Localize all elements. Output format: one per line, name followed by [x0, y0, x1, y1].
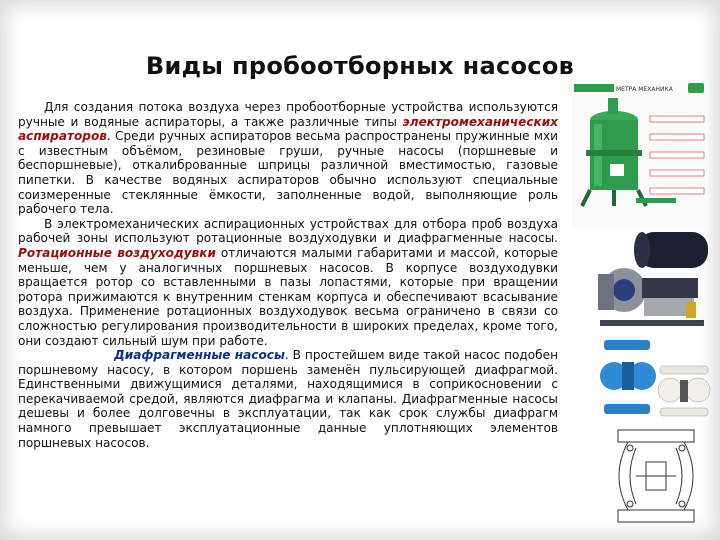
- paragraph-1-start: Для создания потока воздуха через пробоотборные устройства используются ручные и водяные аспираторы, а также различные типы: [18, 100, 558, 129]
- blue-pump-manifold-bottom: [604, 404, 650, 414]
- diaphragm-pumps-drawing: [598, 336, 714, 424]
- drive-shaft: [642, 278, 698, 298]
- white-pump-center: [680, 380, 688, 402]
- term-electromechanical-aspirators: электромеханических аспираторов: [18, 114, 558, 144]
- fitting: [686, 302, 696, 318]
- motor-end: [634, 232, 650, 268]
- brand-badge: [688, 83, 704, 93]
- paragraph-1: [18, 100, 558, 217]
- term-diaphragm-pumps: Диафрагменные насосы: [114, 348, 285, 363]
- paragraph-3-end: . В простейшем виде такой насос подобен поршневому насосу, в котором поршень заменён пульсирующей диафрагмой. Единственными движущимися деталями, находящимися в соприкосновении с перекачиваемой средой, являются диафрагма и клапаны. Диафрагменные насосы дешевы и более долговечны в эксплуатации, так как срок службы диафрагм намного превышает эксплуатационные данные уплотняющих элементов поршневых насосов.: [18, 348, 558, 450]
- white-pump-chamber-left: [658, 378, 682, 402]
- slide-title: Виды пробоотборных насосов: [145, 52, 575, 80]
- tank-pipe: [608, 98, 618, 114]
- rotary-blower-drawing: [588, 228, 712, 338]
- blower-rotor: [613, 279, 635, 301]
- slide-body: [18, 100, 558, 450]
- blue-pump-center: [622, 362, 634, 390]
- paragraph-3: [18, 348, 558, 450]
- water-aspirator-drawing: [572, 80, 708, 230]
- tank-flange: [586, 150, 642, 156]
- blower-inlet: [598, 274, 614, 310]
- paragraph-2: [18, 217, 558, 348]
- image-diaphragm-pumps: [598, 336, 714, 424]
- base-plate: [600, 320, 704, 326]
- paragraph-1-end: . Среди ручных аспираторов весьма распространены пружинные мхи с известным объёмом, резиновые груши, ручные насосы (поршневые и беспоршневые), откалиброванные шприцы различной вместимостью, газовые пипетки. В качестве водяных аспираторов обычно используют специальные соизмеренные стеклянные ёмкости, заполненные водой, выполняющие роль рабочего тела.: [18, 129, 558, 217]
- blue-pump-manifold-top: [604, 340, 650, 350]
- white-pump-bottom: [660, 408, 708, 416]
- outlet-pipe: [636, 198, 676, 203]
- term-rotary-blowers: Ротационные воздуходувки: [18, 245, 216, 260]
- callout-boxes: [650, 116, 704, 194]
- tank-label: [610, 164, 624, 176]
- white-pump-chamber-right: [686, 378, 710, 402]
- image-water-aspirator: [572, 80, 708, 230]
- pump-schematic-drawing: [600, 424, 712, 528]
- brand-logo: [574, 84, 614, 92]
- image-pump-schematic: [600, 424, 712, 528]
- white-pump-top: [660, 366, 708, 374]
- image-rotary-blower: [588, 228, 712, 338]
- brand-text: МЕТРА МЕХАНИКА: [616, 86, 673, 93]
- paragraph-2-end: отличаются малыми габаритами и массой, которые меньше, чем у аналогичных поршневых насосов. В корпусе воздуходувки вращается ротор со вставленными в пазы лопастями, которые при вращении ротора прижимаются к внутренним стенкам корпуса и обеспечивают всасывание воздуха. Применение ротационных воздуходувок весьма ограничено в связи со сложностью регулирования производительности в широких пределах, кроме того, они создают сильный шум при работе.: [18, 245, 558, 348]
- paragraph-2-start: В электромеханических аспирационных устройствах для отбора проб воздуха рабочей зоны используют ротационные воздуходувки и диафрагменные насосы.: [18, 216, 558, 246]
- schematic-lines: [618, 430, 694, 522]
